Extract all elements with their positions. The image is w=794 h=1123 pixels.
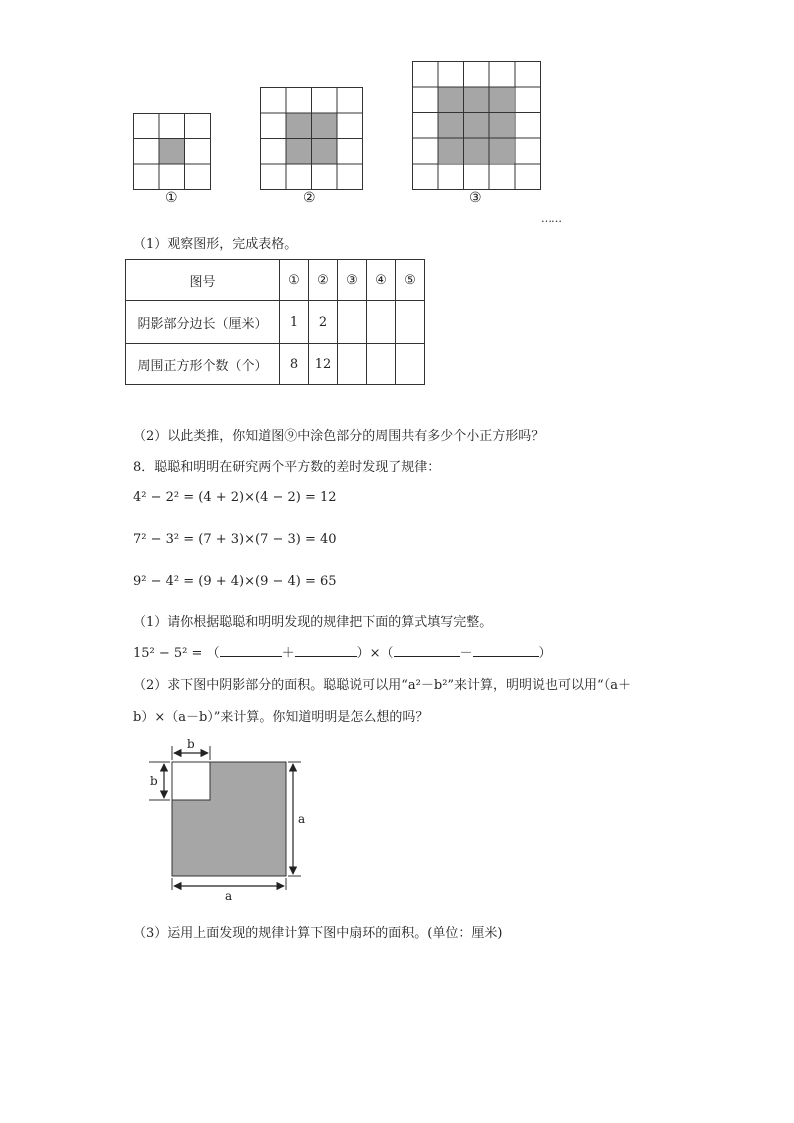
table-cell[interactable]	[338, 301, 367, 344]
table-cell[interactable]: 2	[309, 301, 338, 344]
fill-plus: ＋	[281, 646, 295, 661]
table-row-label: 阴影部分边长（厘米）	[126, 301, 280, 344]
table-header-cell: ①	[280, 260, 309, 301]
table-header-cell: ②	[309, 260, 338, 301]
problem-8-q2-line1: （2）求下图中阴影部分的面积。聪聪说可以用“a²－b²”来计算，明明说也可以用“（a＋	[133, 678, 631, 693]
problem-8-q3: （3）运用上面发现的规律计算下图中扇环的面积。(单位：厘米)	[133, 926, 503, 941]
equation-1: 4² − 2² = (4 + 2)×(4 − 2) = 12	[133, 490, 337, 505]
table-cell[interactable]	[367, 344, 396, 385]
table-cell[interactable]	[396, 301, 425, 344]
figure-1-label: ①	[165, 190, 178, 206]
fill-lhs: 15² − 5² =	[133, 646, 203, 661]
table-cell[interactable]: 12	[309, 344, 338, 385]
figure-3-grid	[412, 61, 542, 191]
table-header-cell: ⑤	[396, 260, 425, 301]
table-header-row	[126, 260, 425, 301]
table-cell[interactable]: 1	[280, 301, 309, 344]
equation-2: 7² − 3² = (7 + 3)×(7 − 3) = 40	[133, 532, 337, 547]
q2-text: （2）以此类推，你知道图⑨中涂色部分的周围共有多少个小正方形吗？	[133, 429, 545, 444]
table-row	[126, 344, 425, 385]
fill-blank-1[interactable]	[220, 644, 282, 657]
problem-8-q2-line2: b）×（a－b）”来计算。你知道明明是怎么想的吗？	[133, 710, 429, 725]
label-b-left: b	[150, 774, 158, 788]
fill-blank-4[interactable]	[473, 644, 539, 657]
table-cell[interactable]	[396, 344, 425, 385]
fill-mid: ）×（	[356, 646, 394, 661]
figure-3-label: ③	[469, 190, 482, 206]
table-header-cell: 图号	[126, 260, 280, 301]
table-header-cell: ③	[338, 260, 367, 301]
figure-2-grid	[260, 87, 364, 191]
label-b-top: b	[187, 737, 195, 751]
fill-minus: －	[459, 646, 473, 661]
table-row	[126, 301, 425, 344]
problem-8-title: 8．聪聪和明明在研究两个平方数的差时发现了规律：	[133, 460, 441, 475]
fill-blank-2[interactable]	[295, 644, 357, 657]
table-cell[interactable]: 8	[280, 344, 309, 385]
figure-1-grid	[133, 113, 213, 191]
fill-close-paren: ）	[538, 646, 552, 661]
table-cell[interactable]	[338, 344, 367, 385]
figure-2-label: ②	[303, 190, 316, 206]
equation-3: 9² − 4² = (9 + 4)×(9 − 4) = 65	[133, 574, 337, 589]
fill-open-paren: （	[206, 646, 220, 661]
table-cell[interactable]	[367, 301, 396, 344]
label-a-bottom: a	[225, 889, 233, 903]
problem-8-q1: （1）请你根据聪聪和明明发现的规律把下面的算式填写完整。	[133, 615, 493, 630]
square-diagram	[145, 738, 315, 910]
table-row-label: 周围正方形个数（个）	[126, 344, 280, 385]
label-a-right: a	[298, 812, 306, 826]
square-diagram-svg	[145, 738, 315, 906]
fill-blank-3[interactable]	[394, 644, 460, 657]
table-header-cell: ④	[367, 260, 396, 301]
q1-title: （1）观察图形，完成表格。	[133, 237, 298, 252]
fill-equation	[133, 642, 552, 661]
figure-ellipsis: ……	[541, 212, 561, 225]
data-table	[125, 259, 425, 385]
